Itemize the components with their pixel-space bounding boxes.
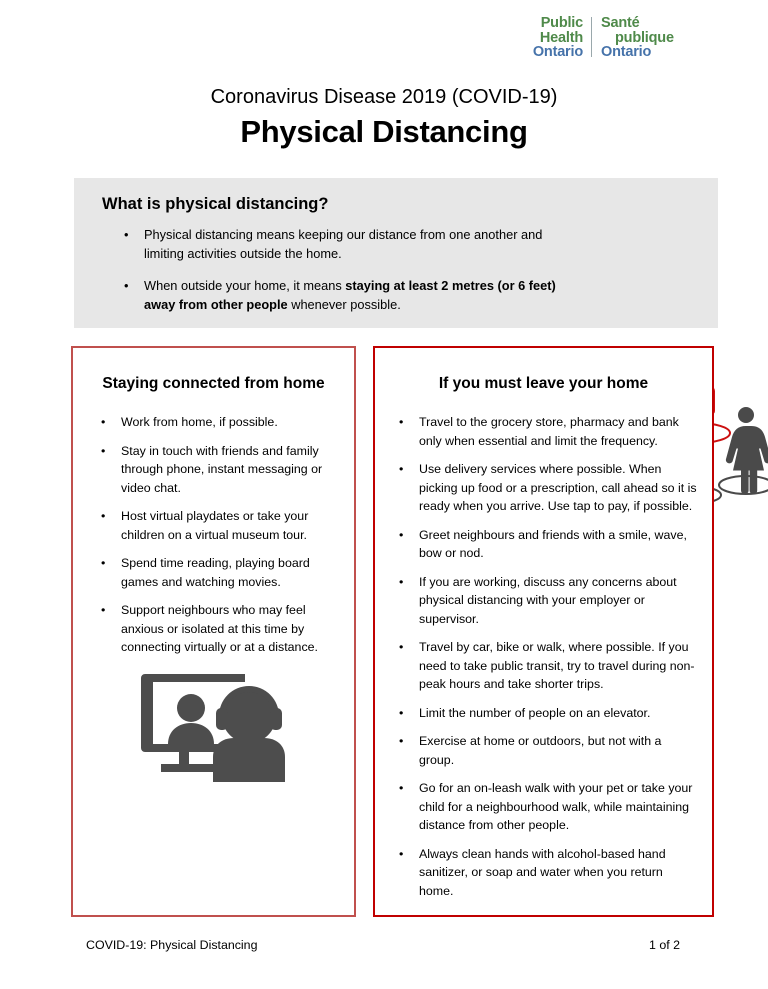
list-item (389, 845, 698, 901)
logo-publique-text: publique (615, 29, 674, 46)
panel-heading-left: Staying connected from home (102, 375, 325, 392)
list-item-label: Limit the number of people on an elevator. (419, 705, 651, 720)
bullet-icon: • (124, 278, 129, 293)
video-call-icon (135, 666, 301, 782)
left-bullet-list (73, 413, 354, 657)
list-item-label: Work from home, if possible. (121, 415, 278, 429)
bullet-icon: • (101, 556, 106, 570)
bullet-icon: • (101, 509, 106, 523)
logo-public-text: Public (540, 15, 583, 31)
logo-french (592, 16, 674, 60)
list-item (389, 779, 698, 835)
list-item (104, 277, 564, 314)
list-item-label: Greet neighbours and friends with a smile, wave, bow or nod. (419, 527, 687, 560)
bullet-icon: • (399, 640, 404, 654)
list-item-label: If you are working, discuss any concerns about physical distancing with your employer or supervisor. (419, 574, 677, 626)
logo-ontario-en-text: Ontario (532, 44, 583, 60)
panel-leaving-home (373, 346, 714, 917)
logo-health-text: Health (539, 29, 583, 46)
bullet-icon: • (101, 415, 106, 429)
intro-bullet-1-text: Physical distancing means keeping our distance from one another and limiting activities outside the home. (144, 227, 543, 261)
logo-sante-text: Santé (601, 15, 640, 31)
bullet-icon: • (399, 527, 404, 542)
list-item-label: Travel to the grocery store, pharmacy and bank only when essential and limit the frequency. (419, 415, 679, 448)
list-item (91, 507, 340, 544)
list-item (91, 554, 340, 591)
intro-bullet-list (104, 226, 564, 328)
bullet-icon: • (399, 574, 404, 589)
list-item-label: Exercise at home or outdoors, but not with a group. (419, 734, 662, 767)
bullet-icon: • (399, 415, 404, 429)
list-item (389, 638, 698, 694)
bullet-icon: • (399, 846, 404, 861)
bullet-icon: • (399, 781, 404, 795)
right-bullet-list (375, 413, 712, 900)
document-title: Physical Distancing (240, 114, 528, 149)
list-item (389, 526, 698, 563)
list-item (104, 226, 564, 263)
list-item-label: Travel by car, bike or walk, where possible. If you need to take public transit, try to travel during non-peak hours and take shorter trips. (419, 640, 695, 691)
public-health-ontario-logo (505, 16, 705, 64)
intro-bullet-2-text-bold: staying at least 2 metres (or 6 feet) away from other people (144, 278, 556, 312)
list-item (389, 704, 698, 723)
bullet-icon: • (124, 227, 129, 242)
footer-page-number: 1 of 2 (648, 938, 680, 952)
logo-ontario-fr-text: Ontario (601, 44, 652, 60)
list-item-label: Support neighbours who may feel anxious or isolated at this time by connecting virtually or at a distance. (121, 603, 318, 654)
panel-heading-right: If you must leave your home (438, 375, 649, 392)
list-item-label: Use delivery services where possible. When picking up food or a prescription, call ahead so it is ready when you arrive. Use tap to pay, if possible. (419, 462, 697, 513)
bullet-icon: • (399, 462, 404, 476)
bullet-icon: • (399, 705, 404, 720)
list-item (91, 413, 340, 432)
intro-heading: What is physical distancing? (102, 195, 329, 213)
list-item (91, 601, 340, 657)
list-item-label: Go for an on-leash walk with your pet or take your child for a neighbourhood walk, while maintaining distance from other people. (419, 781, 693, 832)
logo-english (505, 16, 591, 60)
list-item (389, 460, 698, 516)
bullet-icon: • (101, 443, 106, 458)
list-item-label: Host virtual playdates or take your children on a virtual museum tour. (121, 509, 309, 542)
list-item-label: Always clean hands with alcohol-based hand sanitizer, or soap and water when you return home. (419, 846, 666, 898)
document-subtitle: Coronavirus Disease 2019 (COVID-19) (210, 86, 558, 108)
bullet-icon: • (399, 734, 404, 748)
list-item (389, 732, 698, 769)
bullet-icon: • (101, 603, 106, 617)
intro-bullet-2-text-a: When outside your home, it means (144, 278, 346, 293)
list-item-label: Spend time reading, playing board games and watching movies. (121, 556, 310, 589)
footer-document-name: COVID-19: Physical Distancing (86, 938, 258, 952)
list-item-label: Stay in touch with friends and family through phone, instant messaging or video chat. (121, 443, 323, 495)
intro-bullet-2-text-b: whenever possible. (287, 296, 401, 312)
list-item (389, 573, 698, 629)
intro-panel (74, 178, 718, 328)
panel-staying-connected (71, 346, 356, 917)
list-item (389, 413, 698, 450)
list-item (91, 442, 340, 498)
